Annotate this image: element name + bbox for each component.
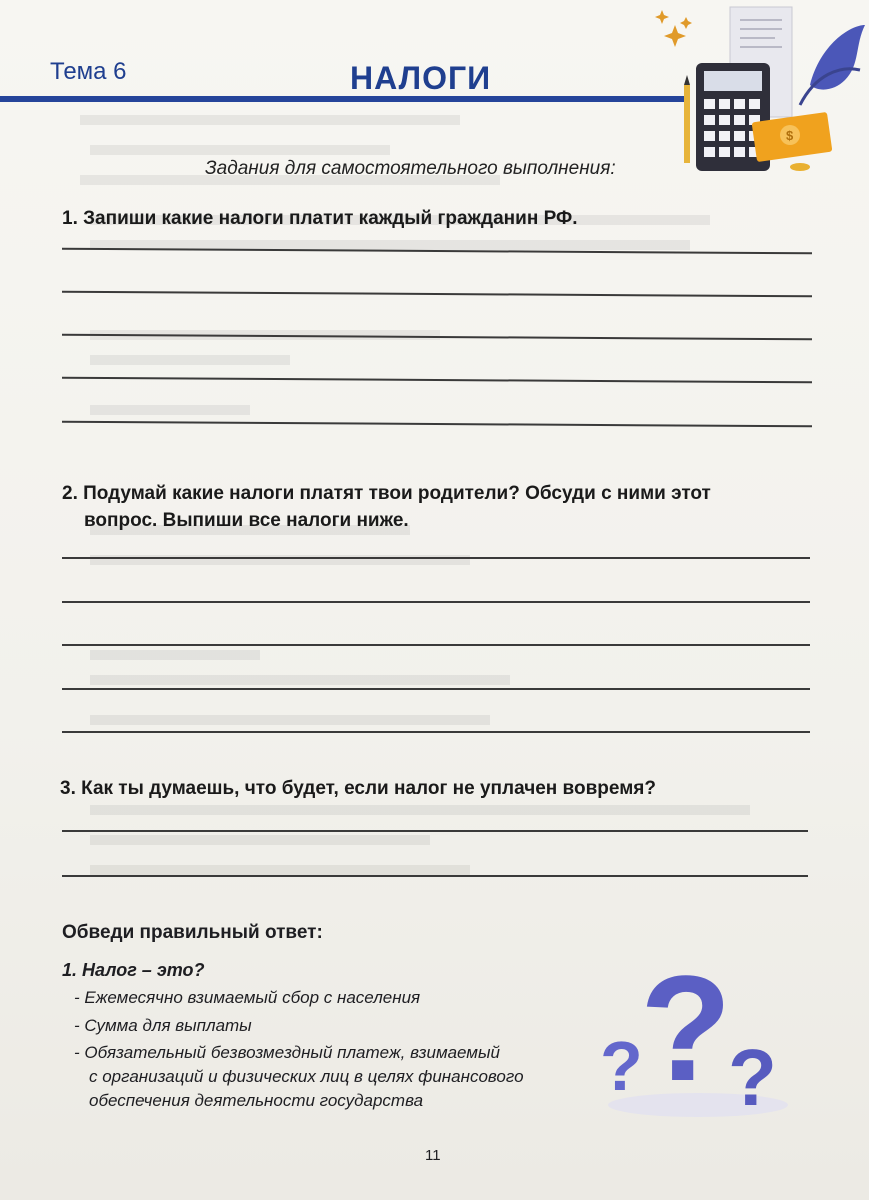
- quiz-option-3-cont[interactable]: обеспечения деятельности государства: [89, 1091, 424, 1110]
- answer-line[interactable]: [62, 875, 808, 877]
- question-marks-illustration: [598, 940, 798, 1120]
- quiz-option-3[interactable]: - Обязательный безвозмездный платеж, взимаемый: [74, 1043, 500, 1062]
- answer-line[interactable]: [62, 644, 810, 646]
- answer-line[interactable]: [62, 291, 812, 297]
- quiz-option-2[interactable]: - Сумма для выплаты: [74, 1016, 252, 1035]
- page-title: НАЛОГИ: [350, 60, 492, 96]
- task-1-text: 1. Запиши какие налоги платит каждый гражданин РФ.: [62, 208, 578, 229]
- topic-label: Тема 6: [50, 58, 127, 85]
- task-3-text: 3. Как ты думаешь, что будет, если налог не уплачен вовремя?: [60, 778, 656, 799]
- task-2-text-line1: 2. Подумай какие налоги платят твои родители? Обсуди с ними этот: [62, 483, 711, 504]
- answer-line[interactable]: [62, 830, 808, 832]
- quiz-heading: Обведи правильный ответ:: [62, 922, 323, 943]
- star-icon: [655, 10, 669, 24]
- answer-line[interactable]: [62, 688, 810, 690]
- header-divider: [0, 96, 690, 102]
- star-icon: [664, 25, 686, 47]
- quiz-option-3-cont[interactable]: с организаций и физических лиц в целях финансового: [89, 1067, 524, 1086]
- tasks-subtitle: Задания для самостоятельного выполнения:: [205, 158, 616, 179]
- quiz-option-1[interactable]: - Ежемесячно взимаемый сбор с населения: [74, 988, 421, 1007]
- question-mark-icon: ?: [640, 944, 732, 1112]
- page-number: 11: [425, 1147, 441, 1164]
- answer-line[interactable]: [62, 377, 812, 383]
- task-2-text-line2: вопрос. Выпиши все налоги ниже.: [84, 510, 409, 531]
- answer-line[interactable]: [62, 601, 810, 603]
- svg-text:$: $: [786, 128, 794, 143]
- calculator-illustration: [650, 5, 869, 180]
- answer-line[interactable]: [62, 248, 812, 254]
- answer-line[interactable]: [62, 731, 810, 733]
- question-mark-icon: ?: [600, 1027, 643, 1105]
- star-icon: [680, 17, 692, 29]
- answer-line[interactable]: [62, 421, 812, 427]
- answer-line[interactable]: [62, 557, 810, 559]
- answer-line[interactable]: [62, 334, 812, 340]
- quiz-question: 1. Налог – это?: [62, 960, 205, 980]
- pencil-shape: [684, 85, 690, 163]
- question-mark-icon: ?: [728, 1033, 777, 1120]
